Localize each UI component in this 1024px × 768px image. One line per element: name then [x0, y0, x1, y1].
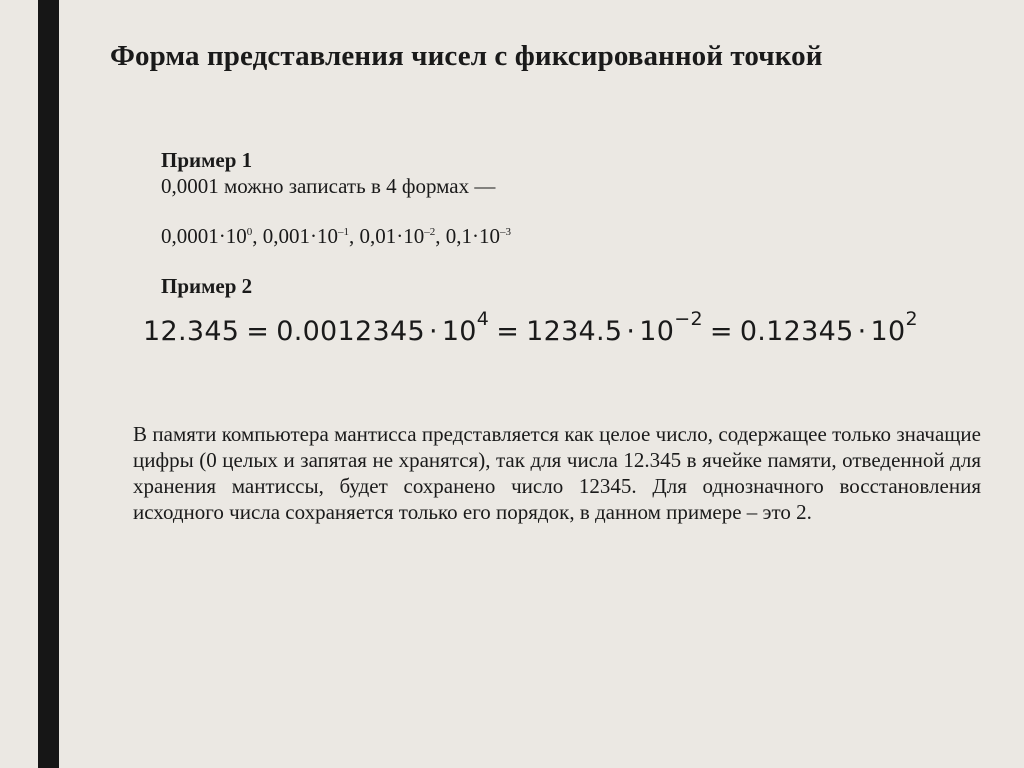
example-1-text: 0,0001 можно записать в 4 формах —	[161, 174, 496, 198]
form-1: $0,0001\cdot 10^0$,	[161, 224, 263, 248]
formula-term-2: $1234.5 \cdot 10^{-2}$	[526, 308, 703, 347]
formula-term-3: $0.12345 \cdot 10^2$	[739, 308, 918, 347]
slide-title: Форма представления чисел с фиксированной точкой	[110, 40, 823, 72]
formula-term-1: $0.0012345 \cdot 10^4$	[276, 308, 490, 347]
explanation-paragraph: В памяти компьютера мантисса представляется как целое число, содержащее только значащие цифры (0 целых и запятая не хранятся), так для числа 12.345 в ячейке памяти, отведенной для хранения мантиссы, будет сохранено число 12345. Для однозначного восстановления исходного числа сохраняется только его порядок, в данном примере – это 2.	[133, 422, 981, 524]
left-accent-bar	[38, 0, 59, 768]
formula-lhs: 12.345	[143, 316, 240, 347]
example-2-heading: Пример 2	[161, 274, 253, 298]
example-2-formula: $12.345 = 0.0012345 \cdot 10^4 = 1234.5 \cdot 10^{-2} = 0.12345 \cdot 10^2$	[143, 308, 918, 347]
example-1-heading: Пример 1	[161, 148, 253, 172]
form-3: $0,01\cdot 10^{-2}$,	[359, 224, 446, 248]
form-4: $0,1\cdot 10^{-3}$	[445, 224, 511, 248]
form-2: $0,001\cdot 10^{-1}$,	[262, 224, 360, 248]
example-1-forms	[161, 224, 511, 249]
